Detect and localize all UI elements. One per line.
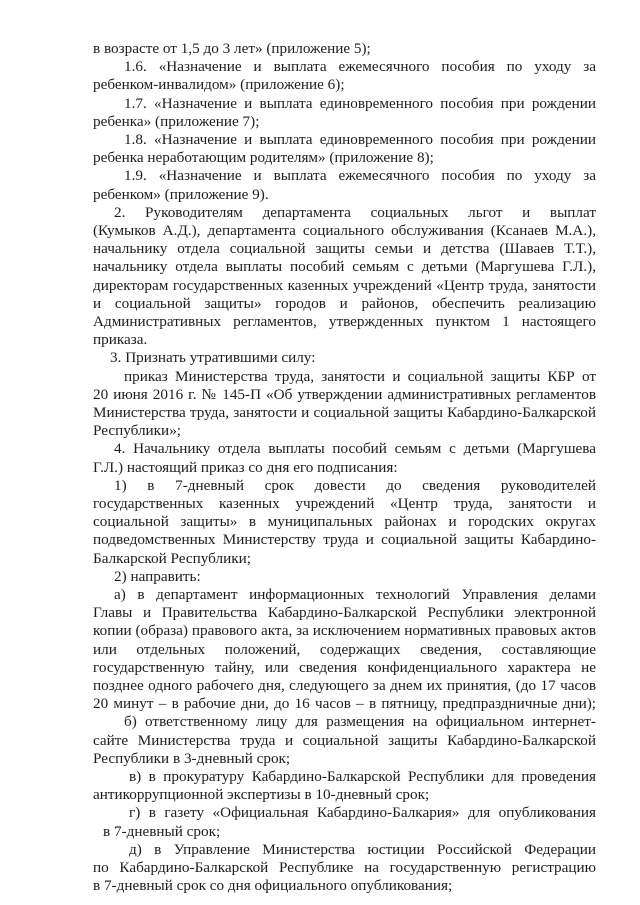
text-line: копии (образа) правового акта, за исключением нормативных правовых актов <box>93 622 596 640</box>
text-line: 1.7. «Назначение и выплата единовременного пособия при рождении <box>124 94 596 112</box>
text-line: начальнику отдела социальной защиты семьи и детства (Шаваев Т.Т.), <box>93 240 596 258</box>
text-line: приказ Министерства труда, занятости и социальной защиты КБР от <box>124 367 596 385</box>
text-line: Г.Л.) настоящий приказ со дня его подписания: <box>93 458 398 476</box>
text-line: б) ответственному лицу для размещения на официальном интернет- <box>124 713 596 731</box>
text-line: Республики в 3-дневный срок; <box>93 749 291 767</box>
text-line: государственную тайну, или сведения конфиденциального характера не <box>93 658 596 676</box>
text-line: в) в прокуратуру Кабардино-Балкарской Республики для проведения <box>129 768 596 785</box>
text-line: и социальной защиты» городов и районов, обеспечить реализацию <box>93 294 596 312</box>
text-line: 2) направить: <box>114 567 201 585</box>
text-line: в 7-дневный срок; <box>103 822 221 840</box>
text-line: ребенком-инвалидом» (приложение 6); <box>93 76 345 94</box>
text-line: 20 июня 2016 г. № 145-П «Об утверждении административных регламентов <box>93 385 596 403</box>
text-line: Главы и Правительства Кабардино-Балкарской Республики электронной <box>93 604 596 622</box>
text-line: сайте Министерства труда и социальной защиты Кабардино-Балкарской <box>93 731 596 749</box>
text-line: 2. Руководителям департамента социальных льгот и выплат <box>114 203 596 221</box>
text-line: г) в газету «Официальная Кабардино-Балкария» для опубликования <box>129 804 596 822</box>
text-line: (Кумыков А.Д.), департамента социального обслуживания (Ксанаев М.А.), <box>93 222 596 239</box>
text-line: Республики»; <box>93 422 182 440</box>
text-line: а) в департамент информационных технологий Управления делами <box>114 586 596 603</box>
text-line: в 7-дневный срок со дня официального опубликования; <box>93 877 453 895</box>
text-line: по Кабардино-Балкарской Республике на государственную регистрацию <box>93 859 596 876</box>
text-line: директорам государственных казенных учреждений «Центр труда, занятости <box>93 276 596 294</box>
text-line: позднее одного рабочего дня, следующего за днем их принятия, (до 17 часов <box>93 677 596 694</box>
text-line: д) в Управление Министерства юстиции Российской Федерации <box>129 840 596 858</box>
text-line: 20 минут – в рабочие дни, до 16 часов – в пятницу, предпраздничные дни); <box>93 695 596 713</box>
text-line: 4. Начальнику отдела выплаты пособий семьям с детьми (Маргушева <box>114 440 596 458</box>
text-line: 1) в 7-дневный срок довести до сведения руководителей <box>114 476 596 494</box>
text-line: подведомственных Министерству труда и социальной защиты Кабардино- <box>93 531 596 549</box>
text-line: Административных регламентов, утвержденных пунктом 1 настоящего <box>93 313 596 330</box>
text-line: 1.8. «Назначение и выплата единовременного пособия при рождении <box>124 131 596 148</box>
text-line: Балкарской Республики; <box>93 549 251 567</box>
text-line: ребенком» (приложение 9). <box>93 185 269 203</box>
text-line: антикоррупционной экспертизы в 10-дневный срок; <box>93 786 430 804</box>
text-line: 3. Признать утратившими силу: <box>110 349 316 367</box>
text-line: ребенка» (приложение 7); <box>93 112 260 130</box>
text-line: начальнику отдела выплаты пособий семьям с детьми (Маргушева Г.Л.), <box>93 258 596 276</box>
text-line: 1.6. «Назначение и выплата ежемесячного пособия по уходу за <box>124 58 596 76</box>
text-line: Министерства труда, занятости и социальной защиты Кабардино-Балкарской <box>93 404 596 421</box>
text-line: в возрасте от 1,5 до 3 лет» (приложение 5); <box>93 40 371 57</box>
text-line: социальной защиты» в муниципальных районах и городских округах <box>93 513 596 531</box>
text-line: ребенка неработающим родителям» (приложение 8); <box>93 149 434 167</box>
text-line: государственных казенных учреждений «Центр труда, занятости и <box>93 495 596 512</box>
text-line: или отдельных положений, содержащих сведения, составляющие <box>93 640 596 658</box>
text-line: 1.9. «Назначение и выплата ежемесячного пособия по уходу за <box>124 167 596 185</box>
text-line: приказа. <box>93 331 148 349</box>
